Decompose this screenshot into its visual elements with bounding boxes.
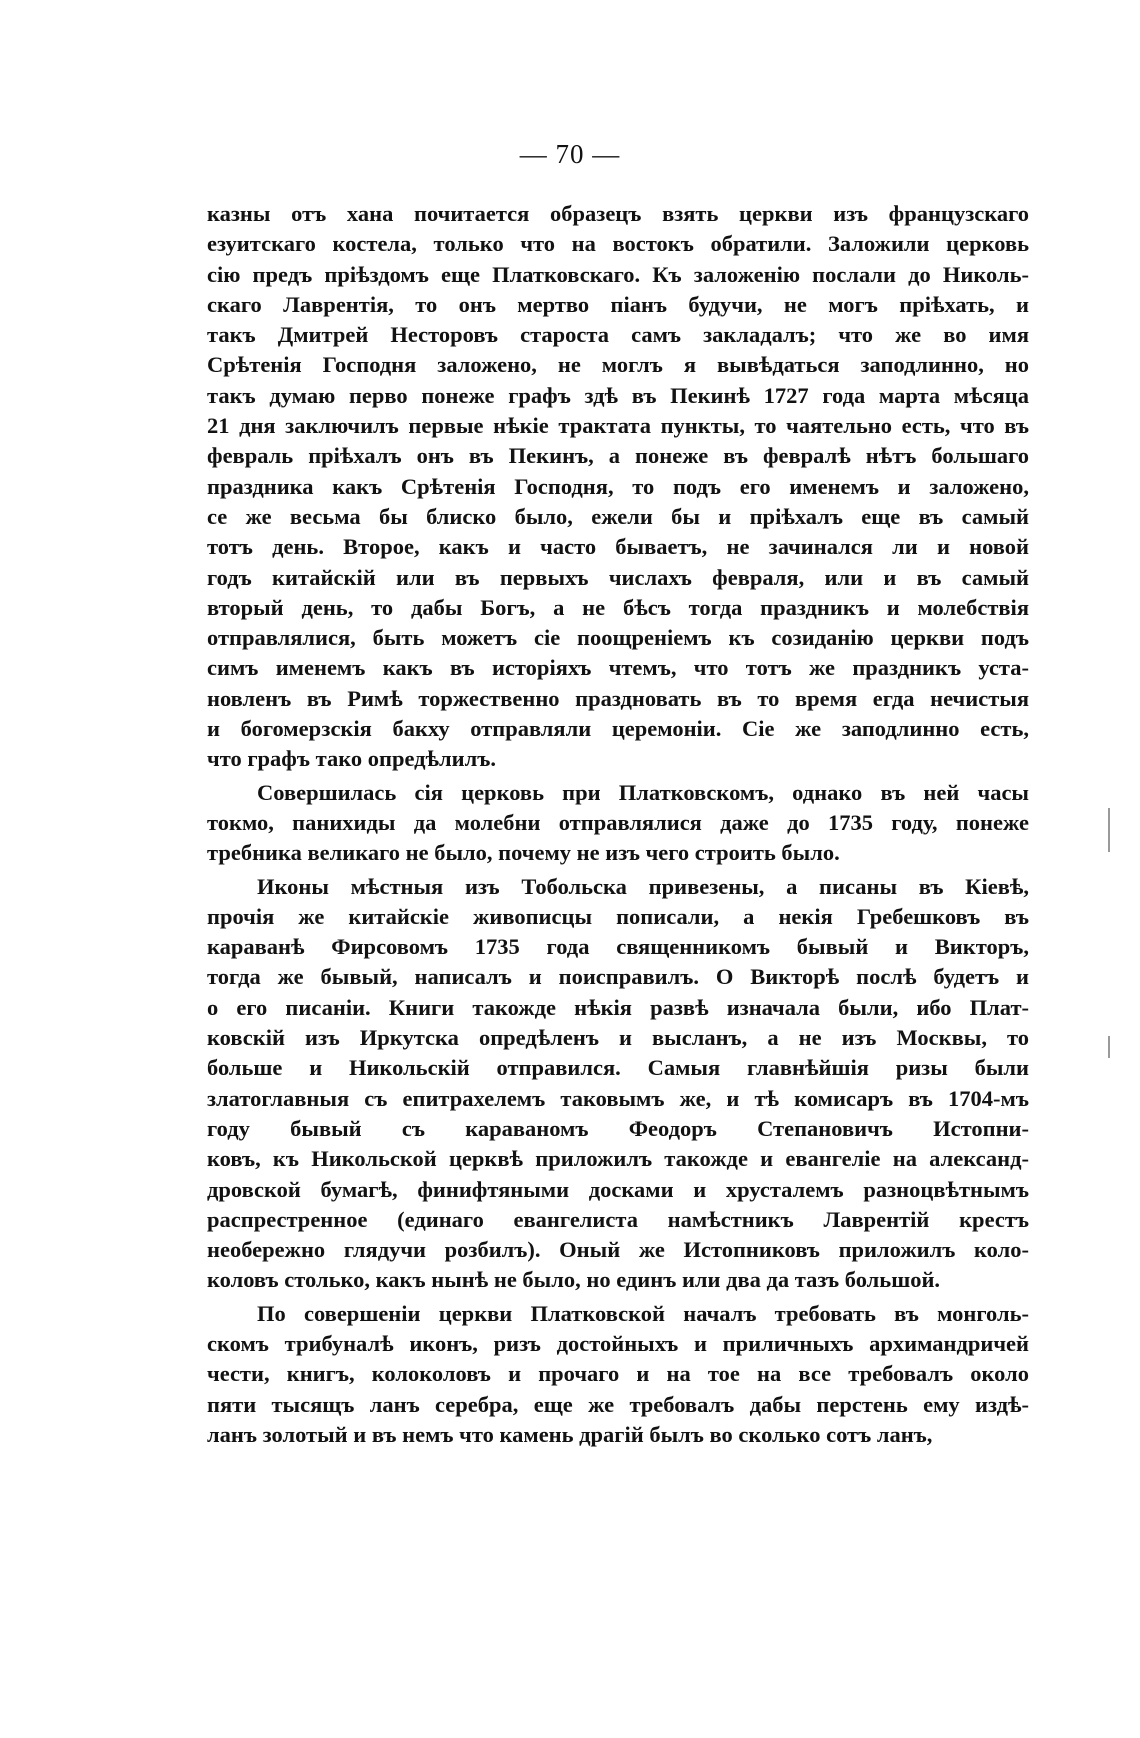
text-line: Срѣтенія Господня заложено, не моглъ я вывѣдаться заподлинно, но bbox=[207, 352, 1029, 378]
text-line: скомъ трибуналѣ иконъ, ризъ достойныхъ и приличныхъ архимандричей bbox=[207, 1330, 1029, 1356]
page-number: — 70 — bbox=[519, 139, 621, 169]
text-line: чести, книгъ, колоколовъ и прочаго и на тое на все требовалъ около bbox=[207, 1361, 1029, 1387]
text-line: сію предъ пріѣздомъ еще Платковскаго. Къ заложенію послали до Николь- bbox=[207, 261, 1029, 287]
text-line: о его писаніи. Книги такожде нѣкія развѣ изначала были, ибо Плат- bbox=[207, 994, 1029, 1020]
body-text bbox=[207, 199, 1029, 1450]
text-line: вторый день, то дабы Богъ, а не бѣсъ тогда праздникъ и молебствія bbox=[207, 594, 1029, 620]
paragraph-4 bbox=[207, 1299, 1029, 1450]
text-line: требника великаго не было, почему не изъ чего строить было. bbox=[207, 840, 840, 866]
text-line: больше и Никольскій отправился. Самыя главнѣйшія ризы были bbox=[207, 1055, 1029, 1081]
text-line: коловъ столько, какъ нынѣ не было, но единъ или два да тазъ большой. bbox=[207, 1267, 941, 1293]
text-line: такъ думаю перво понеже графъ здѣ въ Пекинѣ 1727 года марта мѣсяца bbox=[207, 382, 1029, 408]
text-line: отправлялися, быть можетъ сіе поощреніемъ къ созиданію церкви подъ bbox=[207, 625, 1029, 651]
text-line: распрестренное (единаго евангелиста намѣстникъ Лаврентій крестъ bbox=[207, 1206, 1029, 1232]
text-line: ковъ, къ Никольской церквѣ приложилъ такожде и евангеліе на александ- bbox=[207, 1146, 1029, 1172]
text-line: дровской бумагѣ, финифтяными досками и хрусталемъ разноцвѣтнымъ bbox=[207, 1176, 1029, 1202]
text-line: праздника какъ Срѣтенія Господня, то подъ его именемъ и заложено, bbox=[207, 473, 1029, 499]
text-line: езуитскаго костела, только что на востокъ обратили. Заложили церковь bbox=[207, 231, 1029, 257]
text-line: февраль пріѣхалъ онъ въ Пекинъ, а понеже въ февралѣ нѣтъ большаго bbox=[207, 443, 1029, 469]
text-line: се же весьма бы блиско было, ежели бы и пріѣхалъ еще въ самый bbox=[207, 503, 1029, 529]
text-line: 21 дня заключилъ первые нѣкіе трактата пункты, то чаятельно есть, что въ bbox=[207, 413, 1029, 439]
text-line: что графъ тако опредѣлилъ. bbox=[207, 746, 496, 772]
paragraph-2 bbox=[207, 778, 1029, 869]
scan-margin-mark bbox=[1108, 808, 1110, 852]
text-line: токмо, панихиды да молебни отправлялися даже до 1735 году, понеже bbox=[207, 809, 1029, 835]
text-line: такъ Дмитрей Несторовъ староста самъ закладалъ; что же во имя bbox=[207, 322, 1029, 348]
text-line: ковскій изъ Иркутска опредѣленъ и высланъ, а не изъ Москвы, то bbox=[207, 1025, 1029, 1051]
text-line: казны отъ хана почитается образецъ взять церкви изъ французскаго bbox=[207, 201, 1029, 226]
scan-margin-mark bbox=[1108, 1036, 1110, 1058]
text-line: годъ китайскій или въ первыхъ числахъ февраля, или и въ самый bbox=[207, 564, 1029, 590]
paragraph-1 bbox=[207, 199, 1029, 775]
text-line: караванѣ Фирсовомъ 1735 года священникомъ бывый и Викторъ, bbox=[207, 934, 1029, 960]
text-line: ланъ золотый и въ немъ что камень драгій былъ во сколько сотъ ланъ, bbox=[207, 1421, 933, 1447]
text-line: необережно глядучи розбилъ). Оный же Истопниковъ приложилъ коло- bbox=[207, 1237, 1029, 1263]
text-line: Иконы мѣстныя изъ Тобольска привезены, а писаны въ Кіевѣ, bbox=[257, 873, 1029, 899]
text-line: Совершилась сія церковь при Платковскомъ, однако въ ней часы bbox=[257, 779, 1029, 805]
text-line: По совершеніи церкви Платковской началъ требовать въ монголь- bbox=[257, 1300, 1029, 1326]
text-line: тогда же бывый, написалъ и поисправилъ. О Викторѣ послѣ будетъ и bbox=[207, 964, 1029, 990]
text-line: скаго Лаврентія, то онъ мертво піанъ будучи, не могъ пріѣхать, и bbox=[207, 291, 1029, 317]
text-line: году бывый съ караваномъ Феодоръ Степановичъ Истопни- bbox=[207, 1115, 1029, 1141]
text-line: и богомерзскія бакху отправляли церемоніи. Сіе же заподлинно есть, bbox=[207, 716, 1029, 742]
text-line: симъ именемъ какъ въ исторіяхъ чтемъ, что тотъ же праздникъ уста- bbox=[207, 655, 1029, 681]
paragraph-3 bbox=[207, 872, 1029, 1296]
text-line: пяти тысящъ ланъ серебра, еще же требовалъ дабы перстень ему издѣ- bbox=[207, 1391, 1029, 1417]
text-line: новленъ въ Римѣ торжественно праздновать въ то время егда нечистыя bbox=[207, 685, 1029, 711]
text-line: златоглавныя съ епитрахелемъ таковымъ же, и тѣ комисаръ въ 1704-мъ bbox=[207, 1085, 1029, 1111]
text-line: прочія же китайскіе живописцы пописали, а некія Гребешковъ въ bbox=[207, 903, 1029, 929]
text-line: тотъ день. Второе, какъ и часто бываетъ, не зачинался ли и новой bbox=[207, 534, 1029, 560]
